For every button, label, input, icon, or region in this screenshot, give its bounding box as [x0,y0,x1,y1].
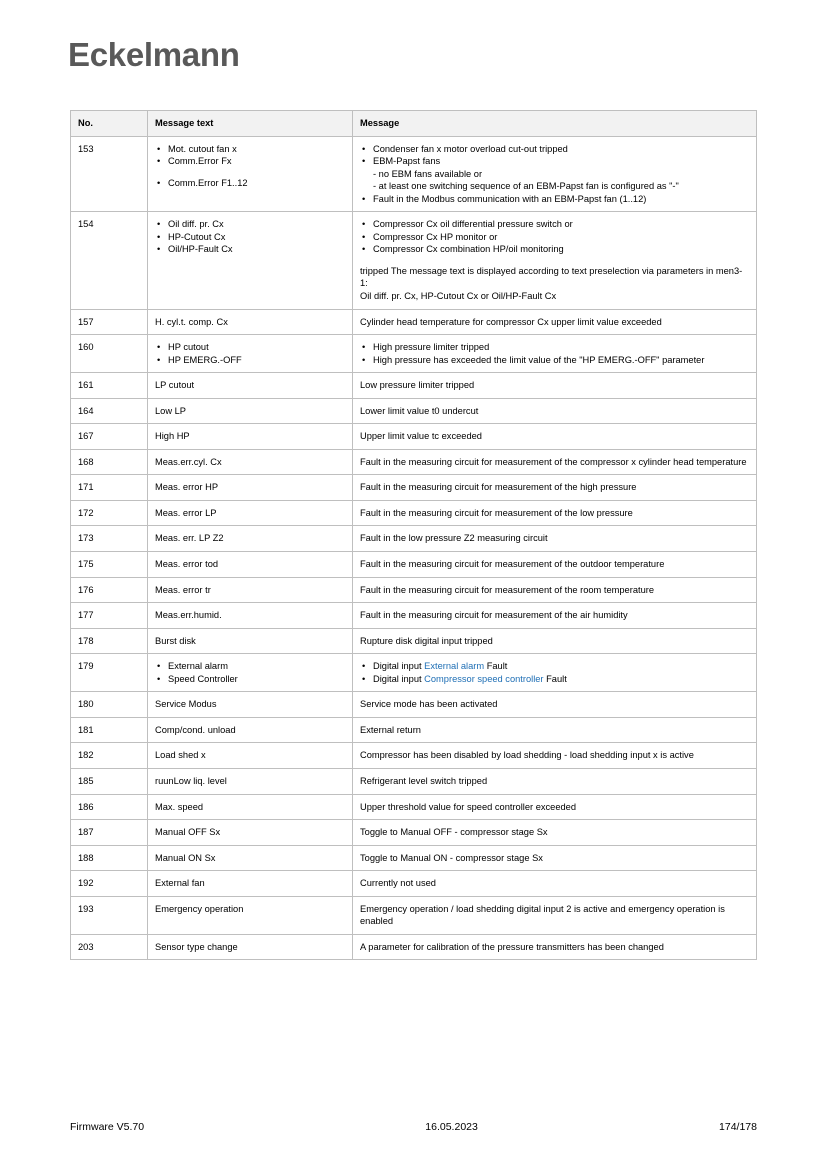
cell-no: 168 [71,449,148,475]
cell-message: Fault in the measuring circuit for measurement of the low pressure [353,500,757,526]
cell-message-text: Emergency operation [148,896,353,934]
list-item: • HP EMERG.-OFF [168,354,345,367]
cell-message-text: Manual OFF Sx [148,820,353,846]
cell-message-text: High HP [148,424,353,450]
table-body [71,136,757,960]
message-table [70,110,757,960]
cell-message-text [148,335,353,373]
list-item: • Comm.Error F1..12 [168,177,345,190]
cell-message-text: Load shed x [148,743,353,769]
table-row [71,628,757,654]
footer-page-number: 174/178 [719,1121,757,1133]
table-row [71,449,757,475]
cell-message-text: Low LP [148,398,353,424]
cell-message-text: H. cyl.t. comp. Cx [148,309,353,335]
cell-message: Fault in the measuring circuit for measurement of the outdoor temperature [353,552,757,578]
cell-no: 180 [71,692,148,718]
cell-message: Fault in the low pressure Z2 measuring circuit [353,526,757,552]
page-footer [70,1121,757,1133]
bullet-list [360,341,749,366]
cell-no: 160 [71,335,148,373]
list-item: • Mot. cutout fan x [168,143,345,156]
company-logo: Eckelmann [68,36,240,73]
list-item: • Compressor Cx combination HP/oil monitoring [373,243,749,256]
bullet-list [360,660,749,685]
cell-no: 203 [71,934,148,960]
table-row [71,717,757,743]
cell-message: Emergency operation / load shedding digital input 2 is active and emergency operation is enabled [353,896,757,934]
cell-message: Rupture disk digital input tripped [353,628,757,654]
message-note: tripped The message text is displayed according to text preselection via parameters in men3-1: Oil diff. pr. Cx, HP-Cutout Cx or Oil/HP-Fault Cx [360,265,743,302]
cell-message: Service mode has been activated [353,692,757,718]
cell-message: Low pressure limiter tripped [353,373,757,399]
table-row [71,552,757,578]
cell-message: Lower limit value t0 undercut [353,398,757,424]
cell-message: Upper limit value tc exceeded [353,424,757,450]
table-header-row [71,111,757,137]
list-item: • EBM-Papst fans - no EBM fans available or - at least one switching sequence of an EBM-Papst fan is configured as "-" [373,155,749,193]
cell-no: 193 [71,896,148,934]
cell-no: 185 [71,768,148,794]
cell-message-text [148,136,353,212]
bullet-list [155,143,345,190]
cell-message-text: External fan [148,871,353,897]
table-row [71,768,757,794]
table-row [71,136,757,212]
cell-message-text: Meas. error HP [148,475,353,501]
list-item: • Speed Controller [168,673,345,686]
list-item: • Condenser fan x motor overload cut-out tripped [373,143,749,156]
cell-no: 171 [71,475,148,501]
table-row [71,820,757,846]
bullet-list [155,341,345,366]
table-row [71,743,757,769]
column-header-message-text: Message text [148,111,353,137]
cell-no: 192 [71,871,148,897]
cell-message: Cylinder head temperature for compressor Cx upper limit value exceeded [353,309,757,335]
table-row [71,526,757,552]
cell-no: 173 [71,526,148,552]
bullet-list [155,660,345,685]
cell-message-text: Meas. error tod [148,552,353,578]
table-row [71,934,757,960]
list-item: • HP-Cutout Cx [168,231,345,244]
cell-message: Fault in the measuring circuit for measurement of the high pressure [353,475,757,501]
list-item: • Fault in the Modbus communication with an EBM-Papst fan (1..12) [373,193,749,206]
cell-message-text: Meas. error tr [148,577,353,603]
table-row [71,424,757,450]
cell-no: 161 [71,373,148,399]
cell-message-text: Sensor type change [148,934,353,960]
cell-message: Fault in the measuring circuit for measurement of the room temperature [353,577,757,603]
cell-message-text: LP cutout [148,373,353,399]
cell-message: Fault in the measuring circuit for measurement of the air humidity [353,603,757,629]
cell-no: 177 [71,603,148,629]
cell-message: A parameter for calibration of the pressure transmitters has been changed [353,934,757,960]
cell-message: Fault in the measuring circuit for measurement of the compressor x cylinder head temperature [353,449,757,475]
cell-no: 176 [71,577,148,603]
list-item: • Digital input External alarm Fault [373,660,749,673]
table-row [71,654,757,692]
cell-no: 178 [71,628,148,654]
cell-message-text: ruunLow liq. level [148,768,353,794]
cell-no: 154 [71,212,148,309]
cell-message-text: Burst disk [148,628,353,654]
table-row [71,845,757,871]
cell-message-text: Service Modus [148,692,353,718]
cell-message: Currently not used [353,871,757,897]
cell-no: 182 [71,743,148,769]
table-row [71,475,757,501]
column-header-message: Message [353,111,757,137]
cell-message: Compressor has been disabled by load shedding - load shedding input x is active [353,743,757,769]
cell-message-text: Meas. error LP [148,500,353,526]
list-item: • Oil diff. pr. Cx [168,218,345,231]
table-row [71,794,757,820]
cell-no: 179 [71,654,148,692]
cell-message [353,654,757,692]
bullet-list [155,218,345,256]
list-item: • External alarm [168,660,345,673]
list-item: • Digital input Compressor speed controller Fault [373,673,749,686]
list-item: • High pressure limiter tripped [373,341,749,354]
list-item: • Compressor Cx HP monitor or [373,231,749,244]
table-row [71,896,757,934]
cell-message-text: Meas.err.humid. [148,603,353,629]
table-row [71,212,757,309]
table-row [71,603,757,629]
cell-message-text: Manual ON Sx [148,845,353,871]
cell-no: 188 [71,845,148,871]
cell-no: 175 [71,552,148,578]
cell-no: 157 [71,309,148,335]
cell-no: 164 [71,398,148,424]
table-row [71,500,757,526]
cell-no: 181 [71,717,148,743]
cell-message-text [148,212,353,309]
cell-message [353,335,757,373]
table-row [71,373,757,399]
table-row [71,398,757,424]
list-item: • Comm.Error Fx [168,155,345,168]
cell-message-text: Comp/cond. unload [148,717,353,743]
cell-message-text: Meas.err.cyl. Cx [148,449,353,475]
table-row [71,309,757,335]
list-item: • High pressure has exceeded the limit value of the "HP EMERG.-OFF" parameter [373,354,749,367]
table-row [71,871,757,897]
footer-date: 16.05.2023 [425,1121,478,1133]
list-item: • Oil/HP-Fault Cx [168,243,345,256]
cell-message-text: Max. speed [148,794,353,820]
cell-message: Toggle to Manual ON - compressor stage Sx [353,845,757,871]
column-header-no: No. [71,111,148,137]
bullet-list [360,143,749,206]
table-header [71,111,757,137]
cell-message: External return [353,717,757,743]
cell-message-text: Meas. err. LP Z2 [148,526,353,552]
cell-message [353,212,757,309]
table-row [71,335,757,373]
cell-message: Refrigerant level switch tripped [353,768,757,794]
table-row [71,577,757,603]
cell-no: 153 [71,136,148,212]
cell-no: 167 [71,424,148,450]
footer-firmware: Firmware V5.70 [70,1121,145,1133]
list-item: • Compressor Cx oil differential pressure switch or [373,218,749,231]
cell-message-text [148,654,353,692]
list-item: • HP cutout [168,341,345,354]
cell-message: Upper threshold value for speed controller exceeded [353,794,757,820]
cell-no: 172 [71,500,148,526]
bullet-list [360,218,749,256]
cell-no: 187 [71,820,148,846]
cell-no: 186 [71,794,148,820]
table-row [71,692,757,718]
cell-message [353,136,757,212]
cell-message: Toggle to Manual OFF - compressor stage Sx [353,820,757,846]
